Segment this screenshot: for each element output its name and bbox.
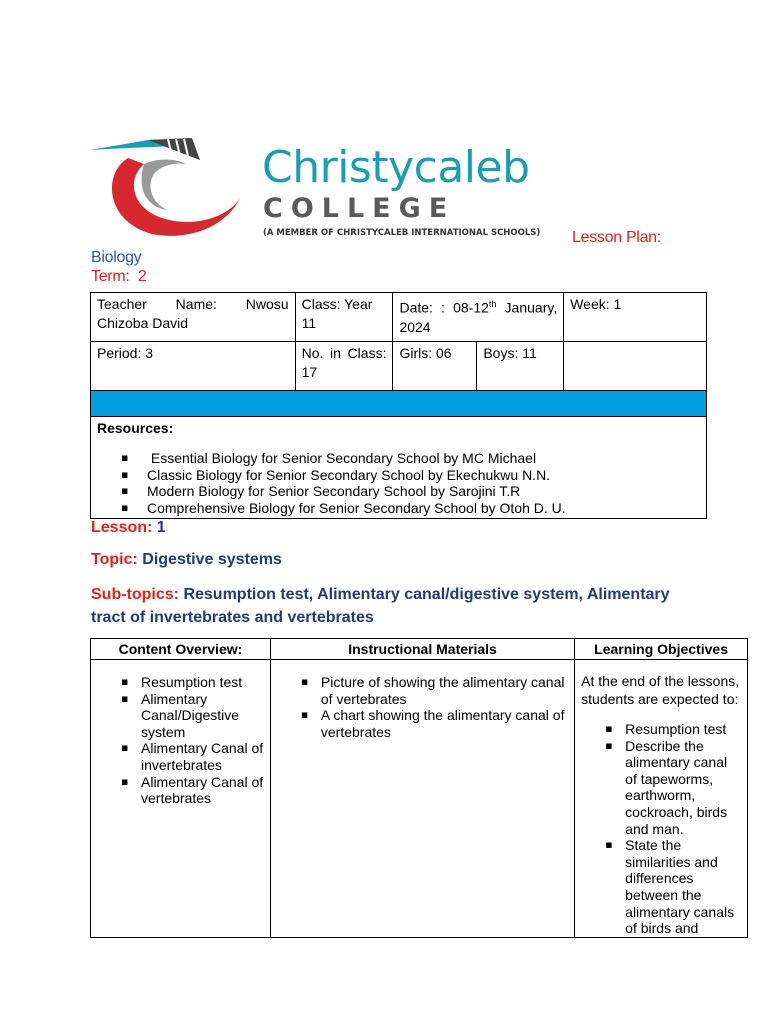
content-overview-cell xyxy=(91,660,271,938)
topic-value: Digestive systems xyxy=(142,551,282,568)
list-item: ▪ Alimentary Canal of invertebrates xyxy=(121,740,264,773)
list-item: ▪ A chart showing the alimentary canal of vertebrates xyxy=(301,707,568,740)
list-item: ▪ Alimentary Canal/Digestive system xyxy=(121,691,264,741)
objectives-cell xyxy=(575,660,748,938)
subject-name: Biology xyxy=(91,249,142,266)
term-label: Term: xyxy=(91,268,130,285)
week-cell xyxy=(564,293,707,342)
list-item: ▪ Classic Biology for Senior Secondary School by Ekechukwu N.N. xyxy=(121,467,700,484)
teacher-cell xyxy=(91,293,296,342)
resources-row xyxy=(91,417,707,519)
lesson-content-table xyxy=(90,638,748,938)
list-item: ▪ Essential Biology for Senior Secondary School by MC Michael xyxy=(121,450,700,467)
list-item: ▪ Alimentary Canal of vertebrates xyxy=(121,774,264,807)
lesson-label: Lesson: xyxy=(91,519,153,536)
column-header: Learning Objectives xyxy=(575,639,748,660)
term-value: 2 xyxy=(137,268,147,285)
teacher-name: Teacher Name: Nwosu Chizoba David xyxy=(97,296,289,331)
boys-cell xyxy=(477,342,564,391)
list-item: ▪ Picture of showing the alimentary canal of vertebrates xyxy=(301,674,568,707)
lesson-value: 1 xyxy=(156,519,166,536)
table-row xyxy=(91,293,707,342)
boys-value: Boys: 11 xyxy=(483,345,537,361)
empty-cell xyxy=(564,342,707,391)
list-item: ▪ Resumption test xyxy=(605,721,741,738)
resources-cell xyxy=(91,417,707,519)
overview-list xyxy=(97,674,264,807)
resources-title: Resources: xyxy=(97,420,174,436)
lesson-plan-label: Lesson Plan: xyxy=(572,229,661,246)
table-header-row xyxy=(91,639,748,660)
logo-name: Christycaleb xyxy=(262,142,530,193)
class-value: Class: Year 11 xyxy=(301,296,373,331)
class-cell xyxy=(295,293,393,342)
table-row xyxy=(91,342,707,391)
list-item: ▪ State the similarities and differences between the alimentary canals of birds and xyxy=(605,837,741,937)
list-item: ▪ Comprehensive Biology for Senior Secondary School by Otoh D. U. xyxy=(121,500,700,517)
term-line xyxy=(91,268,146,286)
materials-cell xyxy=(270,660,574,938)
subtopics-value: Resumption test, Alimentary canal/digestive system, Alimentary tract of invertebrates and vertebrates xyxy=(91,586,670,626)
blue-band xyxy=(91,391,707,417)
date-month: January, 2024 xyxy=(399,299,558,335)
girls-cell xyxy=(393,342,477,391)
date-cell xyxy=(393,293,564,342)
blue-band-row xyxy=(91,391,707,417)
topic-label: Topic: xyxy=(91,551,138,568)
period-value: Period: 3 xyxy=(97,345,154,361)
class-size-cell xyxy=(295,342,393,391)
logo-college-word: COLLEGE xyxy=(263,193,456,224)
date-suffix-th: th xyxy=(488,299,497,309)
column-header: Content Overview: xyxy=(91,639,271,660)
date-value xyxy=(399,295,557,337)
topic-line xyxy=(91,551,282,569)
girls-value: Girls: 06 xyxy=(399,345,452,361)
subtopics-label: Sub-topics: xyxy=(91,586,179,603)
list-item: ▪ Resumption test xyxy=(121,674,264,691)
objectives-intro: At the end of the lessons, students are expected to: xyxy=(581,673,740,707)
period-cell xyxy=(91,342,296,391)
materials-list xyxy=(277,674,568,740)
logo-member-line: (A MEMBER OF CHRISTYCALEB INTERNATIONAL SCHOOLS) xyxy=(263,228,541,238)
class-size-value: No. in Class: 17 xyxy=(301,345,387,380)
table-row xyxy=(91,660,748,938)
subtopics-line xyxy=(91,583,691,629)
column-header: Instructional Materials xyxy=(270,639,574,660)
week-value: Week: 1 xyxy=(570,296,622,312)
list-item: ▪ Describe the alimentary canal of tapeworms, earthworm, cockroach, birds and man. xyxy=(605,738,741,838)
objectives-list xyxy=(581,721,741,937)
lesson-line xyxy=(91,519,166,537)
date-prefix: Date: : 08-12 xyxy=(399,299,489,316)
resources-list xyxy=(97,450,700,516)
lesson-info-table xyxy=(90,292,707,519)
list-item: ▪ Modern Biology for Senior Secondary School by Sarojini T.R xyxy=(121,483,700,500)
